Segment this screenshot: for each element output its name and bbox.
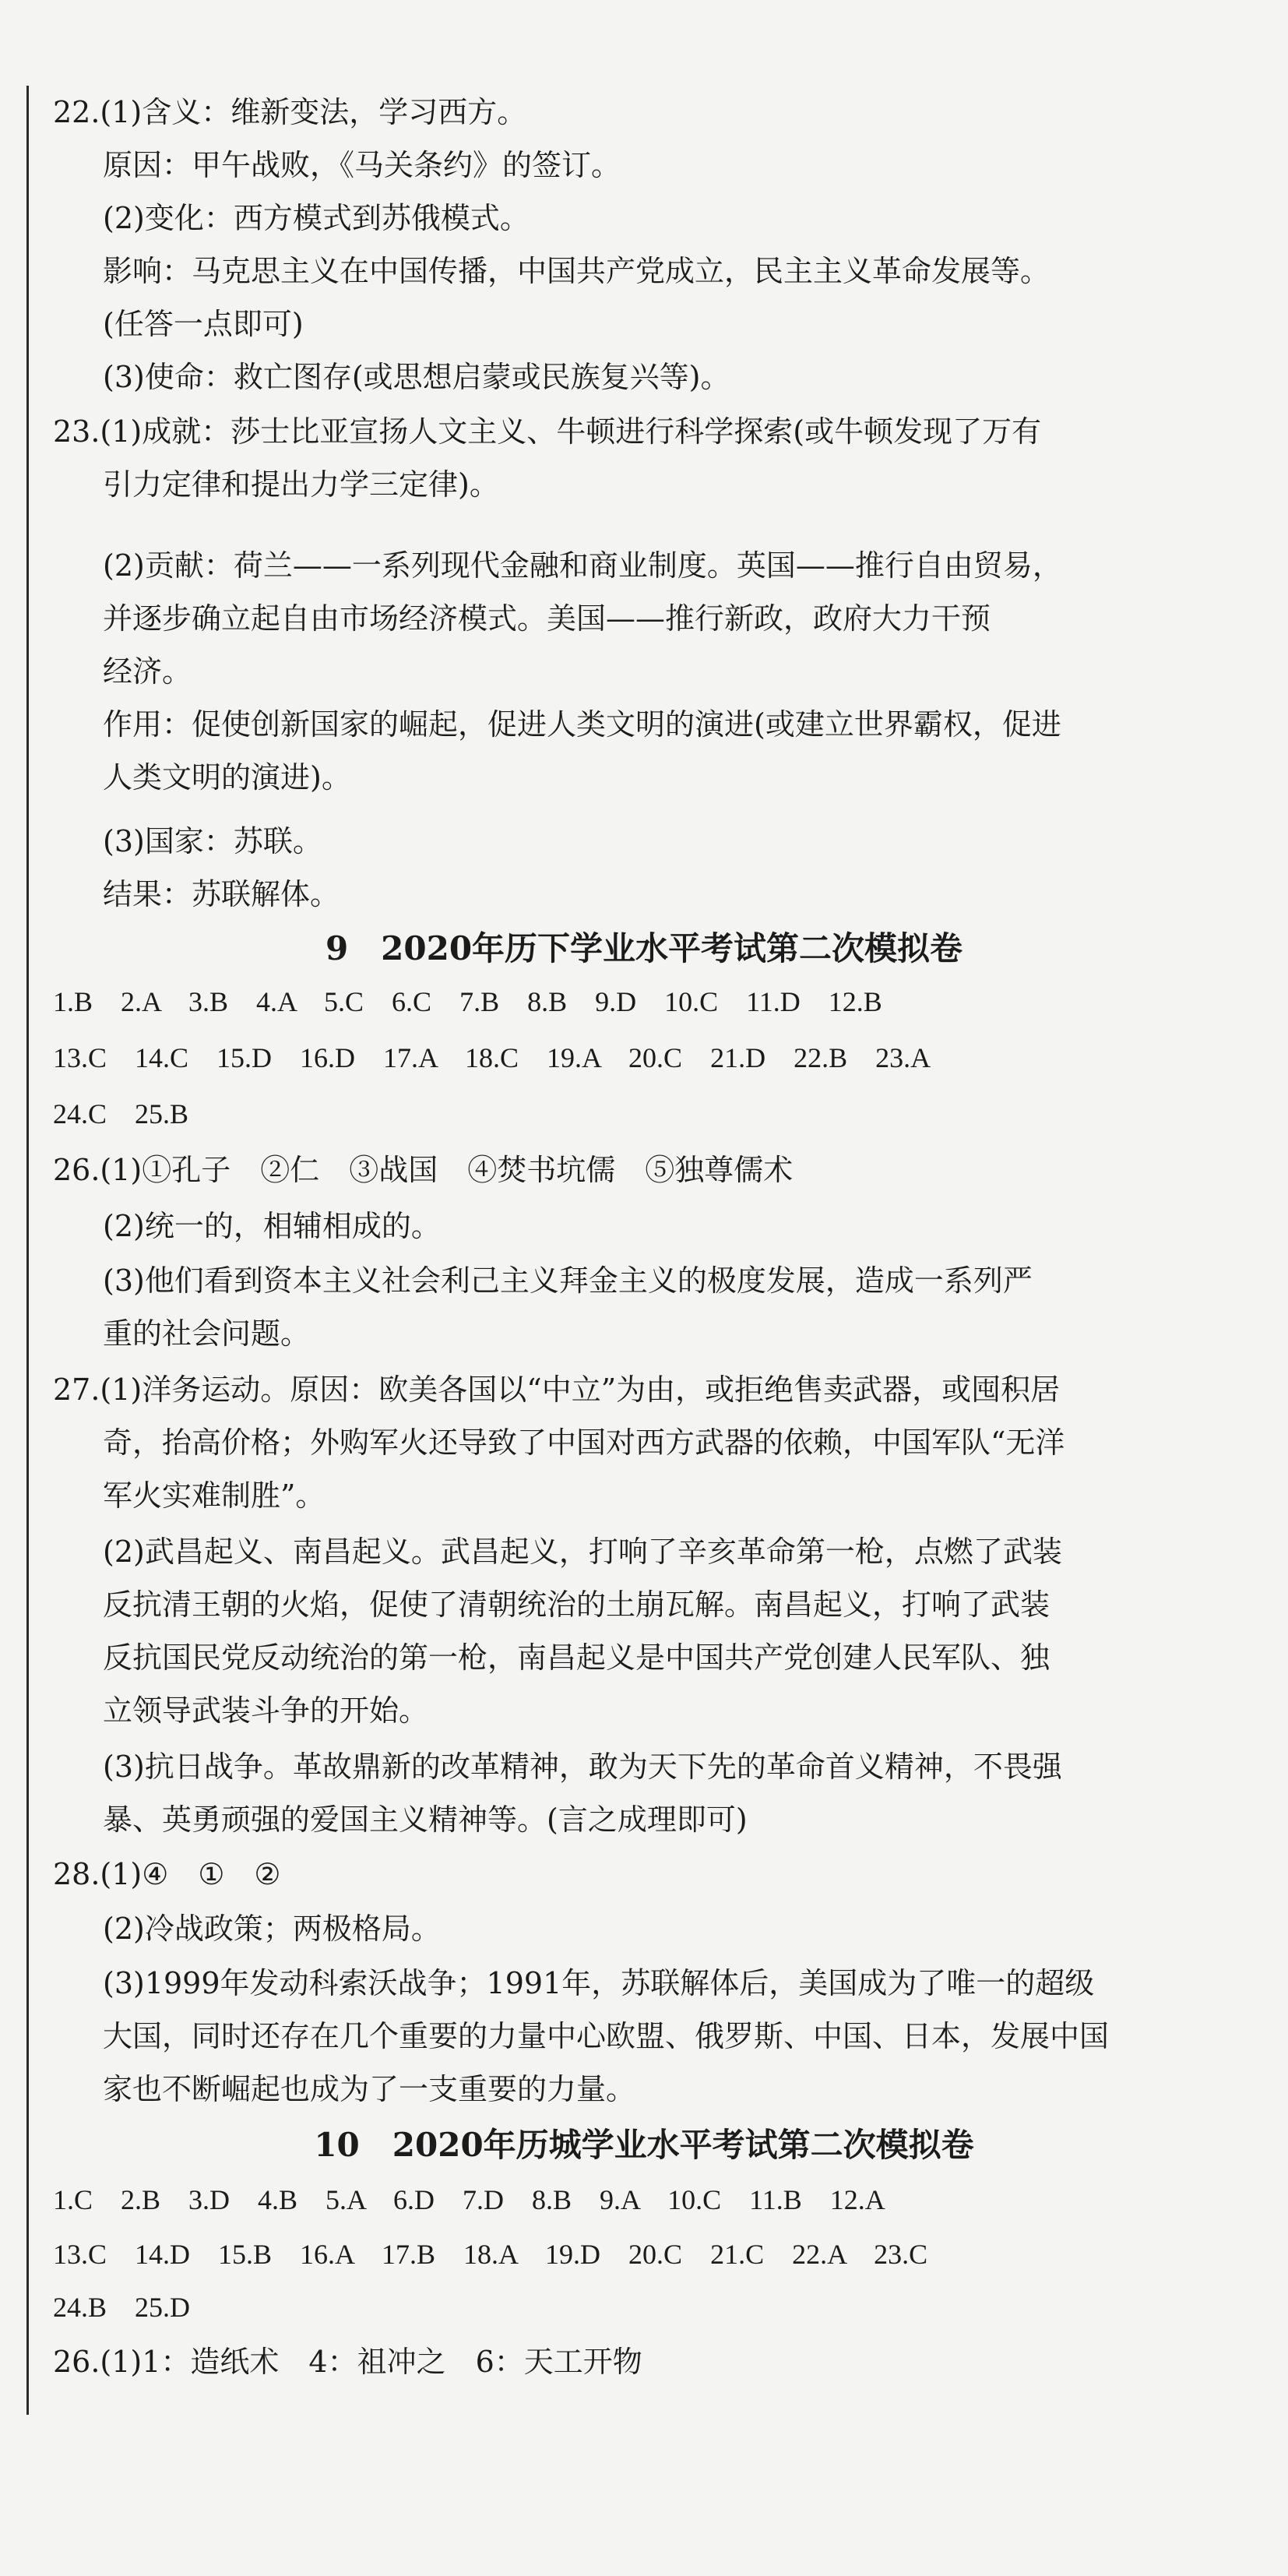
text-line: 23.(1)成就：莎士比亚宣扬人文主义、牛顿进行科学探索(或牛顿发现了万有 [53,414,1042,449]
text-line: 原因：甲午战败，《马关条约》的签订。 [103,148,621,182]
margin-rule [26,86,29,2415]
text-line: 影响：马克思主义在中国传播，中国共产党成立，民主主义革命发展等。 [103,254,1050,288]
text-line: 奇，抬高价格；外购军火还导致了中国对西方武器的依赖，中国军队“无洋 [103,1425,1065,1460]
choice-answers-row: 24.B 25.D [53,2292,191,2323]
text-line: 暴、英勇顽强的爱国主义精神等。(言之成理即可) [103,1802,748,1837]
choice-answers-row: 1.B 2.A 3.B 4.A 5.C 6.C 7.B 8.B 9.D 10.C 11.D 12.B [53,986,882,1017]
text-line: 大国，同时还存在几个重要的力量中心欧盟、俄罗斯、中国、日本，发展中国 [103,2019,1110,2053]
text-line: (2)统一的，相辅相成的。 [103,1209,441,1243]
text-line: (2)贡献：荷兰——一系列现代金融和商业制度。英国——推行自由贸易， [103,548,1062,583]
text-line: (3)他们看到资本主义社会利己主义拜金主义的极度发展，造成一系列严 [103,1263,1033,1298]
text-line: 结果：苏联解体。 [103,877,340,911]
text-line: (任答一点即可) [103,307,304,341]
text-line: (3)使命：救亡图存(或思想启蒙或民族复兴等)。 [103,360,730,394]
section-heading: 10 2020年历城学业水平考试第二次模拟卷 [314,2126,974,2164]
text-line: 22.(1)含义：维新变法，学习西方。 [53,95,527,129]
text-line: 人类文明的演进)。 [103,760,351,795]
text-line: 家也不断崛起也成为了一支重要的力量。 [103,2072,636,2106]
text-line: 27.(1)洋务运动。原因：欧美各国以“中立”为由，或拒绝售卖武器，或囤积居 [53,1373,1061,1407]
choice-answers-row: 24.C 25.B [53,1098,189,1129]
text-line: 引力定律和提出力学三定律)。 [103,467,499,502]
section-heading: 9 2020年历下学业水平考试第二次模拟卷 [325,929,963,967]
choice-answers-row: 13.C 14.C 15.D 16.D 17.A 18.C 19.A 20.C 21.D 22.B 23.A [53,1042,931,1073]
text-line: 反抗清王朝的火焰，促使了清朝统治的土崩瓦解。南昌起义，打响了武装 [103,1588,1050,1622]
text-line: (2)武昌起义、南昌起义。武昌起义，打响了辛亥革命第一枪，点燃了武装 [103,1535,1062,1569]
text-line: (3)抗日战争。革故鼎新的改革精神，敢为天下先的革命首义精神，不畏强 [103,1750,1062,1784]
text-line: 立领导武装斗争的开始。 [103,1693,429,1728]
text-line: 重的社会问题。 [103,1316,311,1351]
text-line: (3)国家：苏联。 [103,824,322,858]
text-line: 并逐步确立起自由市场经济模式。美国——推行新政，政府大力干预 [103,601,991,636]
text-line: (3)1999年发动科索沃战争；1991年，苏联解体后，美国成为了唯一的超级 [103,1966,1095,2000]
text-line: (2)冷战政策；两极格局。 [103,1912,441,1946]
choice-answers-row: 13.C 14.D 15.B 16.A 17.B 18.A 19.D 20.C 21.C 22.A 23.C [53,2239,928,2270]
text-line: 26.(1)①孔子 ②仁 ③战国 ④焚书坑儒 ⑤独尊儒术 [53,1153,794,1187]
text-line: 军火实难制胜”。 [103,1478,326,1513]
text-line: 反抗国民党反动统治的第一枪，南昌起义是中国共产党创建人民军队、独 [103,1640,1050,1675]
text-line: 26.(1)1：造纸术 4：祖冲之 6：天工开物 [53,2345,642,2379]
text-line: (2)变化：西方模式到苏俄模式。 [103,201,530,235]
choice-answers-row: 1.C 2.B 3.D 4.B 5.A 6.D 7.D 8.B 9.A 10.C 11.B 12.A [53,2184,885,2215]
text-line: 经济。 [103,654,192,689]
text-line: 作用：促使创新国家的崛起，促进人类文明的演进(或建立世界霸权，促进 [103,707,1061,742]
text-line: 28.(1)④ ① ② [53,1857,281,1891]
